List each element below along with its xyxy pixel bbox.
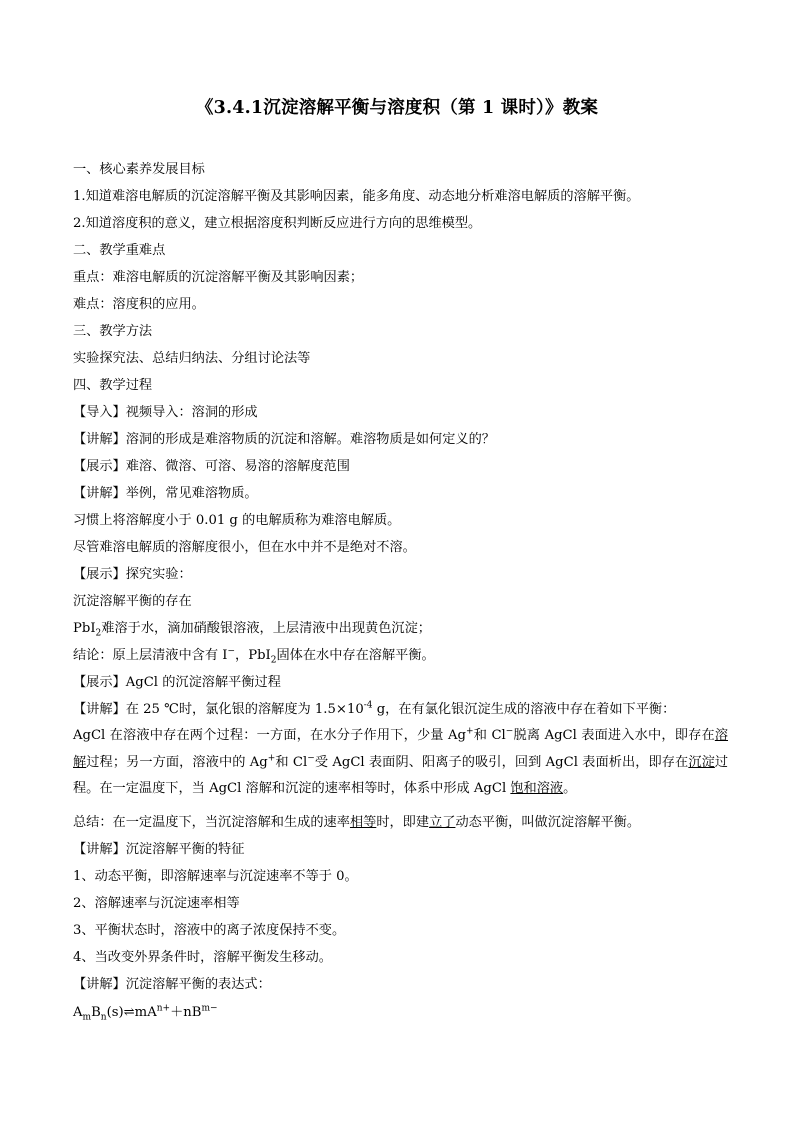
feature-1: 1、动态平衡，即溶解速率与沉淀速率不等于 0。 bbox=[73, 869, 358, 884]
difficult-point: 难点：溶度积的应用。 bbox=[73, 297, 205, 312]
pbi2-observation: PbI$_2$难溶于水，滴加硝酸银溶液，上层清液中出现黄色沉淀； bbox=[73, 621, 431, 639]
section-heading-process: 四、教学过程 bbox=[73, 378, 153, 393]
section-heading-key-points: 二、教学重难点 bbox=[73, 243, 166, 258]
definition-line: 习惯上将溶解度小于 0.01 g 的电解质称为难溶电解质。 bbox=[73, 513, 401, 528]
goal-1: 1.知道难溶电解质的沉淀溶解平衡及其影响因素，能多角度、动态地分析难溶电解质的溶解平衡。 bbox=[73, 189, 640, 204]
equilibrium-formula: $A_mB_n(s)\rightleftharpoons mA^{n+}+nB^{m-}$ bbox=[73, 1003, 218, 1023]
intro-line: 【导入】视频导入：溶洞的形成 bbox=[73, 405, 258, 420]
explain-cave: 【讲解】溶洞的形成是难溶物质的沉淀和溶解。难溶物质是如何定义的？ bbox=[73, 432, 495, 447]
features-heading: 【讲解】沉淀溶解平衡的特征 bbox=[73, 842, 245, 857]
existence-heading: 沉淀溶解平衡的存在 bbox=[73, 594, 192, 609]
agcl-process-paragraph: AgCl 在溶液中存在两个过程：一方面，在水分子作用下，少量 Ag+和 Cl−脱离 AgCl 表面进入水中，即存在溶解过程；另一方面，溶液中的 Ag+和 Cl−受 AgCl 表面阴、阳离子的吸引，回到 AgCl 表面析出，即存在沉淀过程。在一定温度下，当 AgCl 溶解和沉淀的速率相等时，体系中形成 AgCl 饱和溶液。 bbox=[73, 726, 729, 797]
feature-3: 3、平衡状态时，溶液中的离子浓度保持不变。 bbox=[73, 923, 346, 938]
summary-line: 总结：在一定温度下，当沉淀溶解和生成的速率相等时，即建立了动态平衡，叫做沉淀溶解平衡。 bbox=[73, 815, 641, 830]
feature-2: 2、溶解速率与沉淀速率相等 bbox=[73, 896, 240, 911]
agcl-show: 【展示】AgCl 的沉淀溶解平衡过程 bbox=[73, 675, 281, 690]
section-heading-goals: 一、核心素养发展目标 bbox=[73, 162, 205, 177]
key-point: 重点：难溶电解质的沉淀溶解平衡及其影响因素； bbox=[73, 270, 364, 285]
feature-4: 4、当改变外界条件时，溶解平衡发生移动。 bbox=[73, 950, 332, 965]
explain-25c: 【讲解】在 25 ℃时，氯化银的溶解度为 $1.5\times 10^{-4}$ g，在有氯化银沉淀生成的溶液中存在着如下平衡： bbox=[73, 700, 676, 717]
conclusion-line: 结论：原上层清液中含有 I−，PbI$_2$固体在水中存在溶解平衡。 bbox=[73, 646, 435, 666]
show-solubility-range: 【展示】难溶、微溶、可溶、易溶的溶解度范围 bbox=[73, 459, 350, 474]
show-experiment: 【展示】探究实验： bbox=[73, 567, 192, 582]
explain-examples: 【讲解】举例，常见难溶物质。 bbox=[73, 486, 258, 501]
section-heading-methods: 三、教学方法 bbox=[73, 324, 153, 339]
goal-2: 2.知道溶度积的意义，建立根据溶度积判断反应进行方向的思维模型。 bbox=[73, 216, 482, 231]
document-title: 《3.4.1沉淀溶解平衡与溶度积（第 1 课时）》教案 bbox=[195, 98, 599, 118]
methods-text: 实验探究法、总结归纳法、分组讨论法等 bbox=[73, 351, 311, 366]
expression-heading: 【讲解】沉淀溶解平衡的表达式： bbox=[73, 977, 271, 992]
not-absolutely-insoluble: 尽管难溶电解质的溶解度很小，但在水中并不是绝对不溶。 bbox=[73, 540, 416, 555]
